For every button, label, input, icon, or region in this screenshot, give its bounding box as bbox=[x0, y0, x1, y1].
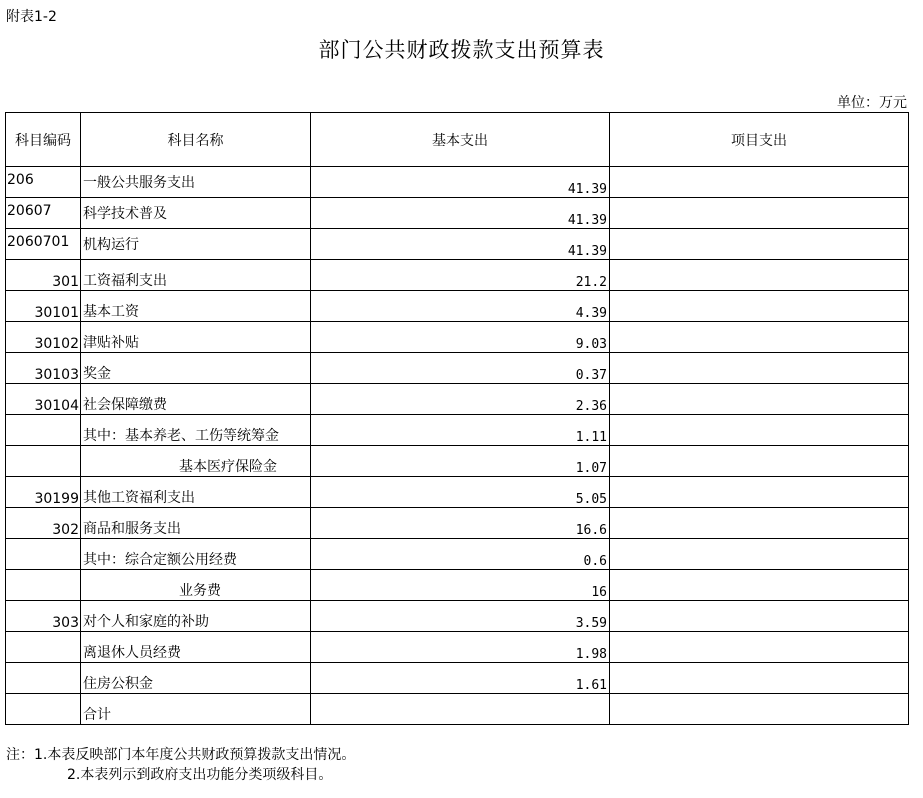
table-row bbox=[6, 415, 909, 446]
basic-amount-cell: 16 bbox=[311, 570, 610, 601]
name-cell: 住房公积金 bbox=[81, 663, 311, 694]
name-cell: 其中：综合定额公用经费 bbox=[81, 539, 311, 570]
column-header-project: 项目支出 bbox=[610, 113, 909, 167]
name-cell: 基本医疗保险金 bbox=[81, 446, 311, 477]
basic-amount-cell: 9.03 bbox=[311, 322, 610, 353]
table-row bbox=[6, 601, 909, 632]
code-cell: 301 bbox=[6, 260, 81, 291]
table-row bbox=[6, 508, 909, 539]
code-cell: 2060701 bbox=[6, 229, 81, 260]
basic-amount-cell: 1.98 bbox=[311, 632, 610, 663]
project-amount-cell bbox=[610, 384, 909, 415]
basic-amount-cell: 21.2 bbox=[311, 260, 610, 291]
code-cell bbox=[6, 446, 81, 477]
code-cell: 302 bbox=[6, 508, 81, 539]
footnote-line-1: 注：1.本表反映部门本年度公共财政预算拨款支出情况。 bbox=[6, 747, 356, 763]
code-cell bbox=[6, 539, 81, 570]
name-cell: 其他工资福利支出 bbox=[81, 477, 311, 508]
project-amount-cell bbox=[610, 322, 909, 353]
project-amount-cell bbox=[610, 229, 909, 260]
table-row bbox=[6, 353, 909, 384]
table-row bbox=[6, 291, 909, 322]
project-amount-cell bbox=[610, 601, 909, 632]
column-header-basic: 基本支出 bbox=[311, 113, 610, 167]
name-cell: 津贴补贴 bbox=[81, 322, 311, 353]
code-cell bbox=[6, 632, 81, 663]
project-amount-cell bbox=[610, 291, 909, 322]
page-title: 部门公共财政拨款支出预算表 bbox=[318, 38, 605, 62]
basic-amount-cell: 1.61 bbox=[311, 663, 610, 694]
code-cell bbox=[6, 415, 81, 446]
project-amount-cell bbox=[610, 446, 909, 477]
name-cell: 一般公共服务支出 bbox=[81, 167, 311, 198]
name-cell: 机构运行 bbox=[81, 229, 311, 260]
name-cell: 离退休人员经费 bbox=[81, 632, 311, 663]
project-amount-cell bbox=[610, 539, 909, 570]
table-row bbox=[6, 229, 909, 260]
basic-amount-cell: 16.6 bbox=[311, 508, 610, 539]
project-amount-cell bbox=[610, 477, 909, 508]
basic-amount-cell: 1.11 bbox=[311, 415, 610, 446]
column-header-name: 科目名称 bbox=[81, 113, 311, 167]
basic-amount-cell: 0.37 bbox=[311, 353, 610, 384]
table-row bbox=[6, 539, 909, 570]
project-amount-cell bbox=[610, 663, 909, 694]
budget-table bbox=[5, 112, 909, 725]
table-row bbox=[6, 570, 909, 601]
code-cell: 30101 bbox=[6, 291, 81, 322]
project-amount-cell bbox=[610, 353, 909, 384]
table-row bbox=[6, 260, 909, 291]
project-amount-cell bbox=[610, 694, 909, 725]
attachment-label: 附表1-2 bbox=[6, 9, 57, 25]
code-cell: 20607 bbox=[6, 198, 81, 229]
basic-amount-cell: 2.36 bbox=[311, 384, 610, 415]
name-cell: 工资福利支出 bbox=[81, 260, 311, 291]
code-cell: 303 bbox=[6, 601, 81, 632]
code-cell: 30102 bbox=[6, 322, 81, 353]
basic-amount-cell: 5.05 bbox=[311, 477, 610, 508]
name-cell: 社会保障缴费 bbox=[81, 384, 311, 415]
project-amount-cell bbox=[610, 632, 909, 663]
basic-amount-cell bbox=[311, 694, 610, 725]
code-cell: 30104 bbox=[6, 384, 81, 415]
basic-amount-cell: 0.6 bbox=[311, 539, 610, 570]
project-amount-cell bbox=[610, 198, 909, 229]
basic-amount-cell: 3.59 bbox=[311, 601, 610, 632]
project-amount-cell bbox=[610, 415, 909, 446]
project-amount-cell bbox=[610, 508, 909, 539]
basic-amount-cell: 41.39 bbox=[311, 198, 610, 229]
code-cell: 206 bbox=[6, 167, 81, 198]
code-cell bbox=[6, 694, 81, 725]
basic-amount-cell: 1.07 bbox=[311, 446, 610, 477]
basic-amount-cell: 41.39 bbox=[311, 229, 610, 260]
name-cell: 其中：基本养老、工伤等统筹金 bbox=[81, 415, 311, 446]
name-cell: 对个人和家庭的补助 bbox=[81, 601, 311, 632]
code-cell: 30103 bbox=[6, 353, 81, 384]
table-header-row bbox=[6, 113, 909, 167]
table-row bbox=[6, 477, 909, 508]
code-cell: 30199 bbox=[6, 477, 81, 508]
name-cell: 科学技术普及 bbox=[81, 198, 311, 229]
total-label-cell: 合计 bbox=[81, 694, 311, 725]
footnote-line-2: 2.本表列示到政府支出功能分类项级科目。 bbox=[67, 767, 333, 783]
name-cell: 奖金 bbox=[81, 353, 311, 384]
table-row bbox=[6, 167, 909, 198]
project-amount-cell bbox=[610, 570, 909, 601]
name-cell: 基本工资 bbox=[81, 291, 311, 322]
table-row bbox=[6, 198, 909, 229]
project-amount-cell bbox=[610, 167, 909, 198]
table-row bbox=[6, 322, 909, 353]
basic-amount-cell: 4.39 bbox=[311, 291, 610, 322]
project-amount-cell bbox=[610, 260, 909, 291]
name-cell: 商品和服务支出 bbox=[81, 508, 311, 539]
code-cell bbox=[6, 570, 81, 601]
column-header-code: 科目编码 bbox=[6, 113, 81, 167]
table-row bbox=[6, 446, 909, 477]
table-row bbox=[6, 663, 909, 694]
table-row bbox=[6, 384, 909, 415]
unit-label: 单位：万元 bbox=[837, 95, 907, 111]
code-cell bbox=[6, 663, 81, 694]
basic-amount-cell: 41.39 bbox=[311, 167, 610, 198]
table-row bbox=[6, 632, 909, 663]
name-cell: 业务费 bbox=[81, 570, 311, 601]
footnotes bbox=[6, 745, 355, 785]
total-row bbox=[6, 694, 909, 725]
